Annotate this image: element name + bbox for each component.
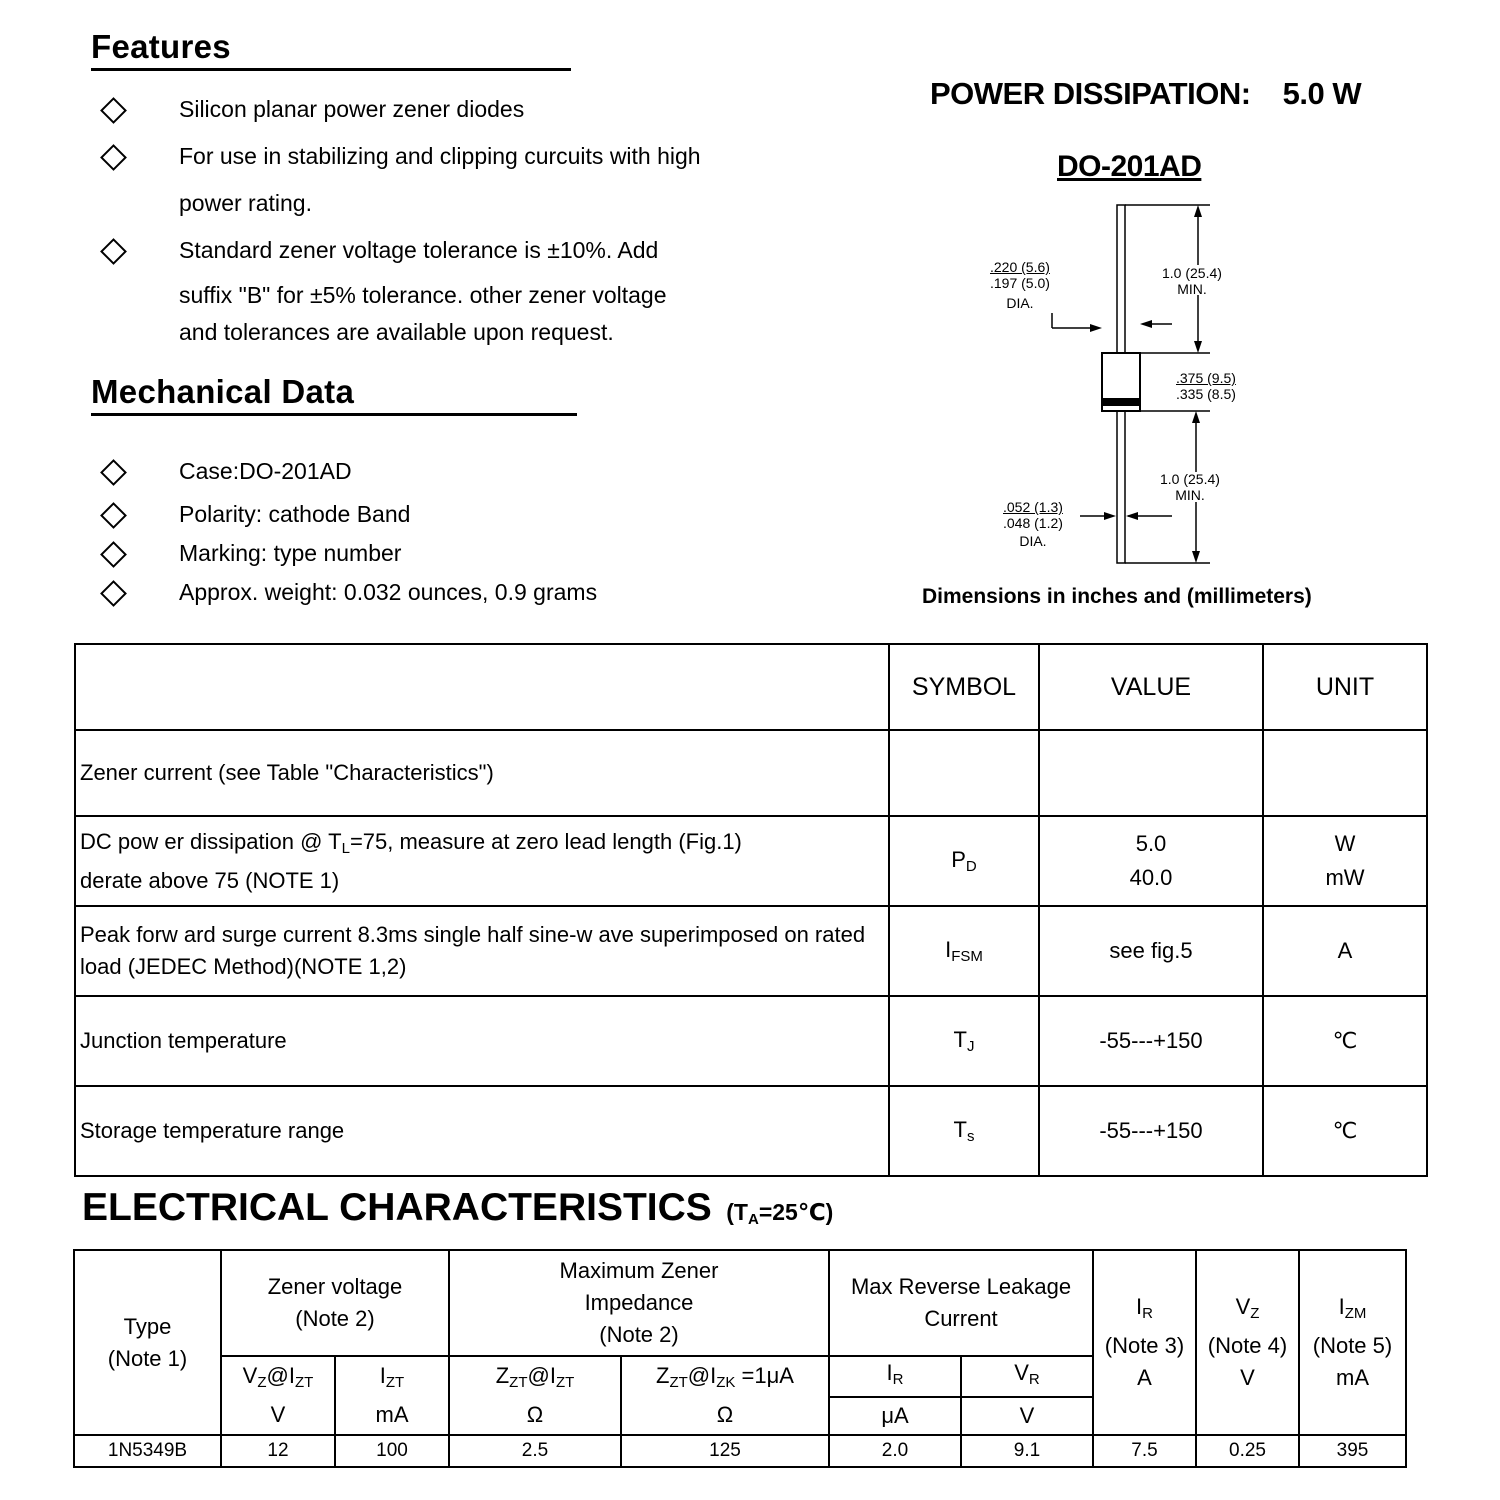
table-row	[75, 1086, 1427, 1176]
izm-header: $I_{ZM}$ (Note 5) mA	[1299, 1250, 1406, 1435]
top-lead	[1117, 205, 1125, 353]
leak-ir-unit: μA	[829, 1397, 961, 1435]
table-row	[75, 996, 1427, 1086]
electrical-title-row	[82, 1186, 833, 1230]
rating-description: Zener current (see Table "Characteristics")	[75, 730, 889, 816]
value-header: VALUE	[1039, 644, 1263, 730]
diamond-bullet-icon	[100, 502, 127, 529]
vz-izt-header: $V_Z@I_{ZT}$ V	[221, 1356, 335, 1435]
ir-header: $I_R$ (Note 3) A	[1093, 1250, 1196, 1435]
features-heading	[91, 28, 571, 71]
rating-description: DC pow er dissipation @ $T_L=75$, measure at zero lead length (Fig.1) derate above 75 (NOTE 1)	[75, 816, 889, 906]
leak-vr-unit: V	[961, 1397, 1093, 1435]
rating-symbol: $I_{FSM}$	[889, 906, 1039, 996]
power-value: 5.0 W	[1282, 76, 1362, 111]
zzt-header: $Z_{ZT}@I_{ZT}$ Ω	[449, 1356, 621, 1435]
mechanical-title: Mechanical Data	[91, 373, 355, 410]
top-lead-length-dim: 1.0 (25.4) MIN.	[1162, 265, 1222, 297]
rating-symbol: $T_J$	[889, 996, 1039, 1086]
diamond-bullet-icon	[100, 238, 127, 265]
diamond-bullet-icon	[100, 459, 127, 486]
leakage-header: Max Reverse Leakage Current	[829, 1250, 1093, 1356]
body-diameter-dim: .220 (5.6) .197 (5.0) DIA.	[990, 259, 1050, 311]
lead-diameter-dim: .052 (1.3) .048 (1.2) DIA.	[1003, 499, 1063, 549]
rating-unit: ℃	[1263, 1086, 1427, 1176]
cathode-band	[1102, 398, 1140, 406]
mechanical-heading	[91, 373, 577, 416]
table-row	[75, 816, 1427, 906]
diamond-bullet-icon	[100, 97, 127, 124]
rating-unit: A	[1263, 906, 1427, 996]
table-row: 1N5349B 12 100 2.5 125 2.0 9.1 7.5 0.25 395	[74, 1435, 1406, 1467]
diamond-bullet-icon	[100, 541, 127, 568]
dimensions-caption: Dimensions in inches and (millimeters)	[922, 585, 1312, 608]
rating-symbol: $T_s$	[889, 1086, 1039, 1176]
electrical-table	[73, 1249, 1407, 1468]
rating-value: -55---+150	[1039, 1086, 1263, 1176]
rating-description: Storage temperature range	[75, 1086, 889, 1176]
leak-ir-header: $I_R$	[829, 1356, 961, 1397]
body-length-dim: .375 (9.5) .335 (8.5)	[1176, 370, 1236, 402]
unit-header: UNIT	[1263, 644, 1427, 730]
vz-header: $V_Z$ (Note 4) V	[1196, 1250, 1299, 1435]
max-impedance-header: Maximum Zener Impedance (Note 2)	[449, 1250, 829, 1356]
power-label: POWER DISSIPATION:	[930, 76, 1251, 111]
ratings-header-row	[75, 644, 1427, 730]
table-row	[75, 730, 1427, 816]
rating-symbol: $P_D$	[889, 816, 1039, 906]
bottom-lead-length-dim: 1.0 (25.4) MIN.	[1160, 471, 1220, 503]
diamond-bullet-icon	[100, 580, 127, 607]
features-title: Features	[91, 28, 231, 65]
power-dissipation	[930, 76, 1361, 112]
symbol-header: SYMBOL	[889, 644, 1039, 730]
zzk-header: $Z_{ZT}@I_{ZK} =1\mu A$ Ω	[621, 1356, 829, 1435]
rating-description: Peak forw ard surge current 8.3ms single half sine-w ave superimposed on rated load (JEDEC Method)(NOTE 1,2)	[75, 906, 889, 996]
electrical-title: ELECTRICAL CHARACTERISTICS	[82, 1186, 712, 1229]
rating-description: Junction temperature	[75, 996, 889, 1086]
rating-value: 5.0 40.0	[1039, 816, 1263, 906]
table-row	[75, 906, 1427, 996]
ratings-table	[74, 643, 1428, 1177]
leak-vr-header: $V_R$	[961, 1356, 1093, 1397]
zener-voltage-header: Zener voltage (Note 2)	[221, 1250, 449, 1356]
rating-unit: ℃	[1263, 996, 1427, 1086]
bottom-lead	[1117, 411, 1125, 563]
type-header: Type (Note 1)	[74, 1250, 221, 1435]
rating-unit: W mW	[1263, 816, 1427, 906]
diamond-bullet-icon	[100, 144, 127, 171]
izt-header: $I_{ZT}$ mA	[335, 1356, 449, 1435]
rating-value: see fig.5	[1039, 906, 1263, 996]
rating-value: -55---+150	[1039, 996, 1263, 1086]
package-name: DO-201AD	[1057, 150, 1202, 183]
electrical-condition: $(T_A=25℃)$	[726, 1199, 834, 1228]
